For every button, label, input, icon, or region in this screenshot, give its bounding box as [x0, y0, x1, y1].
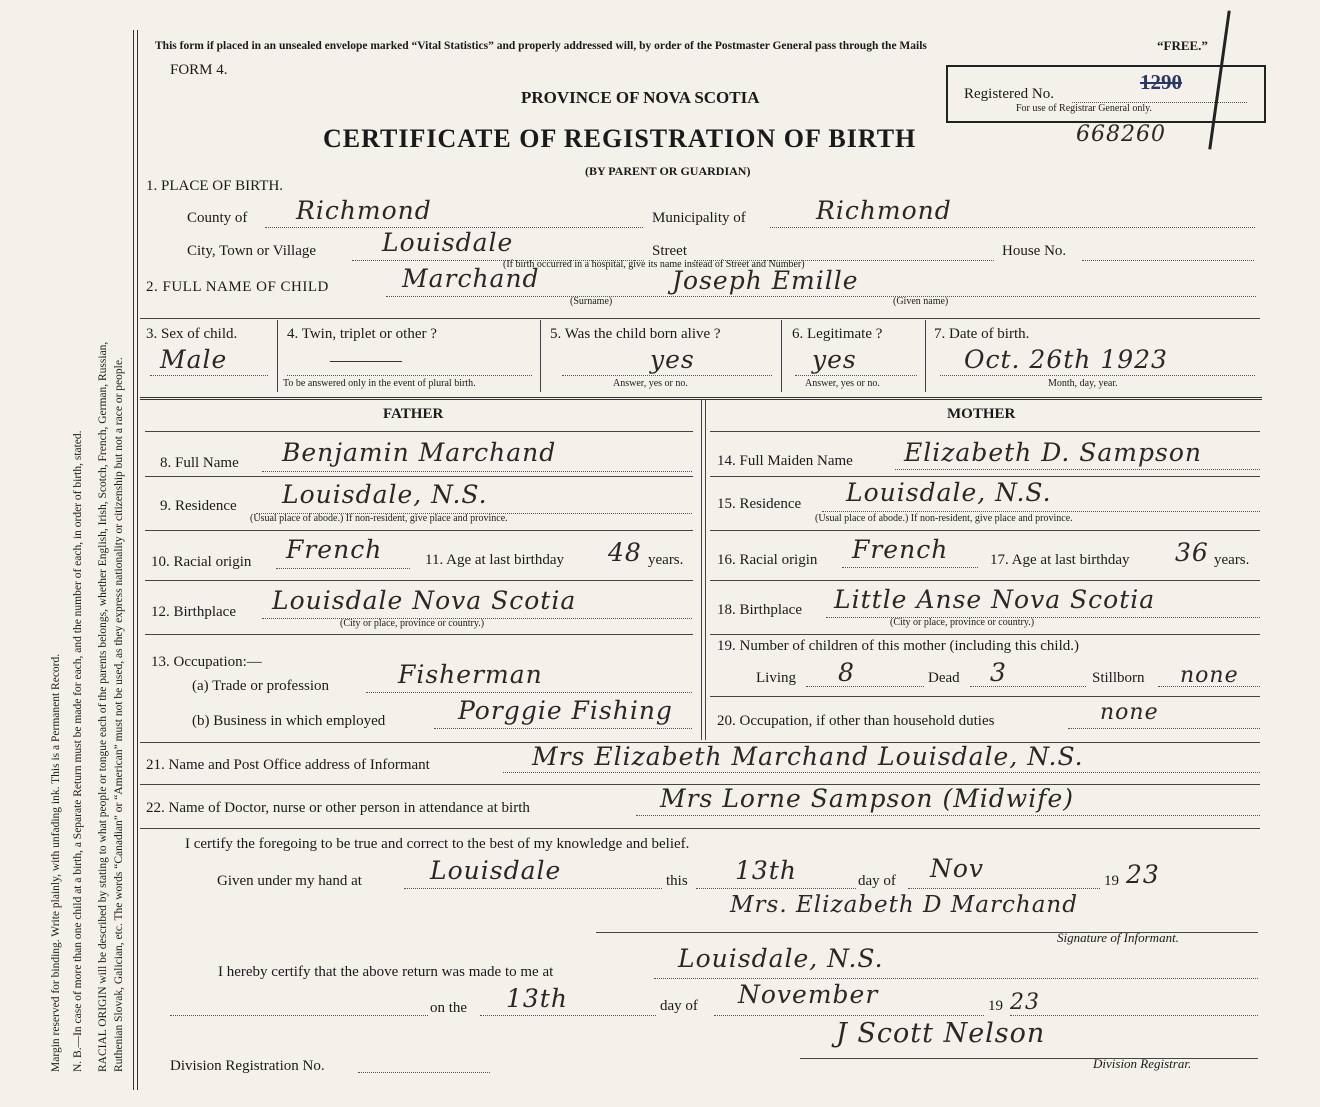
mother-occ-line — [1068, 728, 1260, 729]
occupation-label: 13. Occupation:— — [151, 654, 262, 670]
stillborn-line — [1158, 686, 1260, 687]
rule-top-boxes — [140, 318, 1260, 319]
dob-label: 7. Date of birth. — [934, 326, 1030, 342]
mother-occupation-label: 20. Occupation, if other than household duties — [717, 713, 995, 729]
living-line — [806, 686, 924, 687]
div-registrar-caption: Division Registrar. — [1093, 1056, 1192, 1071]
father-years: years. — [648, 552, 684, 568]
mother-head-rule — [710, 431, 1260, 432]
sex-line — [150, 375, 268, 376]
sex-label: 3. Sex of child. — [146, 326, 238, 342]
county-label: County of — [187, 210, 248, 226]
legit-value: yes — [812, 345, 857, 374]
return-place-line — [654, 978, 1258, 979]
dead-label: Dead — [928, 670, 960, 686]
child-name-line — [386, 296, 1256, 297]
mother-rule-1 — [710, 476, 1260, 477]
binding-rule — [133, 30, 134, 1090]
given-day-line — [696, 888, 856, 889]
parents-divider-2 — [705, 400, 706, 740]
twin-line — [287, 375, 532, 376]
given-place-line — [404, 888, 662, 889]
side-note-3: RACIAL ORIGIN will be described by stating to what people or tongue each of the parents belongs, whether English, Irish, Scotch, French, German, Russian, — [97, 341, 109, 1072]
mother-name: Elizabeth D. Sampson — [904, 438, 1202, 467]
mother-birthplace-label: 18. Birthplace — [717, 602, 802, 618]
business-line — [434, 728, 692, 729]
city-value: Louisdale — [382, 228, 514, 257]
father-rule-4 — [145, 634, 693, 635]
mother-heading: MOTHER — [947, 406, 1016, 422]
child-name-label: 2. FULL NAME OF CHILD — [146, 279, 329, 295]
surname-caption: (Surname) — [570, 296, 613, 307]
form-number: FORM 4. — [170, 62, 228, 78]
father-residence: Louisdale, N.S. — [282, 480, 488, 509]
binding-rule-2 — [137, 30, 138, 1090]
given-caption: (Given name) — [893, 296, 949, 307]
alive-label: 5. Was the child born alive ? — [550, 326, 721, 342]
given-year: 23 — [1126, 860, 1160, 889]
municipality-value: Richmond — [816, 196, 952, 225]
child-given-name: Joseph Emille — [672, 266, 859, 295]
box-divider-1 — [277, 320, 278, 392]
dob-note: Month, day, year. — [1048, 378, 1118, 389]
alive-note: Answer, yes or no. — [613, 378, 688, 389]
mother-age: 36 — [1175, 538, 1209, 567]
side-note-2: N. B.—In case of more than one child at a birth, a Separate Return must be made for each, and the number of each, in order of birth, stated. — [72, 430, 84, 1072]
registered-value: 1290 — [1140, 70, 1182, 94]
city-label: City, Town or Village — [187, 243, 317, 259]
return-day: 13th — [506, 984, 568, 1013]
handwritten-number: 668260 — [1076, 122, 1166, 147]
return-day-line — [480, 1015, 656, 1016]
living-value: 8 — [838, 658, 855, 687]
stillborn-label: Stillborn — [1092, 670, 1145, 686]
twin-note: To be answered only in the event of plural birth. — [283, 378, 476, 389]
sex-value: Male — [160, 345, 228, 374]
side-note-1: Margin reserved for binding. Write plainly, with unfading ink. This is a Permanent Record. — [50, 653, 62, 1072]
page-title: CERTIFICATE OF REGISTRATION OF BIRTH — [323, 124, 917, 153]
mother-occupation: none — [1100, 700, 1159, 725]
informant-signature: Mrs. Elizabeth D Marchand — [730, 892, 1078, 918]
alive-line — [562, 375, 772, 376]
informant-value: Mrs Elizabeth Marchand Louisdale, N.S. — [532, 742, 1084, 771]
county-value: Richmond — [296, 196, 432, 225]
father-race-line — [276, 568, 410, 569]
doctor-label: 22. Name of Doctor, nurse or other person in attendance at birth — [146, 800, 530, 816]
return-month: November — [738, 980, 879, 1009]
div-reg-label: Division Registration No. — [170, 1058, 325, 1074]
return-year: 23 — [1010, 990, 1040, 1015]
twin-value: ———— — [330, 350, 402, 370]
on-the-line-left — [170, 1015, 428, 1016]
municipality-line — [770, 227, 1255, 228]
alive-value: yes — [650, 345, 695, 374]
mother-residence: Louisdale, N.S. — [846, 478, 1052, 507]
mother-rule-3 — [710, 580, 1260, 581]
given-month-line — [908, 888, 1100, 889]
mother-race-label: 16. Racial origin — [717, 552, 818, 568]
trade-value: Fisherman — [398, 660, 543, 689]
mother-race: French — [852, 535, 949, 564]
registrar-use-note: For use of Registrar General only. — [1016, 103, 1152, 114]
legit-note: Answer, yes or no. — [805, 378, 880, 389]
mother-rule-2 — [710, 530, 1260, 531]
father-heading: FATHER — [383, 406, 444, 422]
page-subtitle: (BY PARENT OR GUARDIAN) — [585, 164, 751, 178]
trade-label: (a) Trade or profession — [192, 678, 330, 694]
street-label: Street — [652, 243, 687, 259]
on-the-label: on the — [430, 1000, 468, 1016]
signature-caption: Signature of Informant. — [1057, 930, 1179, 945]
return-day-of: day of — [660, 998, 698, 1014]
doctor-line — [636, 815, 1260, 816]
living-label: Living — [756, 670, 796, 686]
trade-line — [366, 692, 692, 693]
given-day-of: day of — [858, 873, 896, 889]
side-note-4: Ruthenian Slovak, Galician, etc. The words “Canadian” or “American” must not be used, as they express nationality or citizenship but not a race or people. — [113, 357, 125, 1072]
father-age: 48 — [608, 538, 642, 567]
box-divider-4 — [925, 320, 926, 392]
given-day: 13th — [735, 856, 797, 885]
given-place: Louisdale — [430, 856, 562, 885]
father-birthplace-label: 12. Birthplace — [151, 604, 236, 620]
dob-value: Oct. 26th 1923 — [964, 345, 1168, 374]
house-line — [1082, 260, 1254, 261]
box-divider-3 — [781, 320, 782, 392]
mother-years: years. — [1214, 552, 1250, 568]
free-mark: “FREE.” — [1157, 38, 1208, 53]
dead-value: 3 — [990, 658, 1007, 687]
informant-line — [503, 772, 1260, 773]
return-year-prefix: 19 — [988, 998, 1003, 1014]
father-rule-1 — [145, 476, 693, 477]
father-race-label: 10. Racial origin — [151, 554, 252, 570]
dob-line — [940, 375, 1255, 376]
house-label: House No. — [1002, 243, 1067, 259]
given-year-prefix: 19 — [1104, 873, 1119, 889]
father-res-note: (Usual place of abode.) If non-resident, give place and province. — [250, 513, 508, 524]
mother-rule-5 — [710, 696, 1260, 697]
mother-race-line — [842, 567, 978, 568]
doctor-value: Mrs Lorne Sampson (Midwife) — [660, 784, 1074, 813]
twin-label: 4. Twin, triplet or other ? — [287, 326, 437, 342]
business-value: Porggie Fishing — [458, 696, 673, 725]
mother-bp-note: (City or place, province or country.) — [890, 617, 1035, 628]
child-surname: Marchand — [402, 264, 540, 293]
municipality-label: Municipality of — [652, 210, 746, 226]
mother-birthplace: Little Anse Nova Scotia — [834, 585, 1156, 614]
return-month-line — [714, 1015, 984, 1016]
cert-top-rule — [140, 828, 1260, 829]
return-place: Louisdale, N.S. — [678, 944, 884, 973]
informant-label: 21. Name and Post Office address of Informant — [146, 757, 430, 773]
father-name: Benjamin Marchand — [282, 438, 557, 467]
father-race: French — [286, 535, 383, 564]
legit-label: 6. Legitimate ? — [792, 326, 883, 342]
father-residence-label: 9. Residence — [160, 498, 237, 514]
business-label: (b) Business in which employed — [192, 713, 386, 729]
province-heading: PROVINCE OF NOVA SCOTIA — [521, 88, 760, 107]
father-birthplace: Louisdale Nova Scotia — [272, 586, 577, 615]
father-head-rule — [145, 431, 693, 432]
this-label: this — [666, 873, 688, 889]
mail-notice: This form if placed in an unsealed envelope marked “Vital Statistics” and properly addressed will, by order of the Postmaster General pass through the Mails — [155, 40, 927, 52]
mother-name-label: 14. Full Maiden Name — [717, 453, 853, 469]
father-age-label: 11. Age at last birthday — [425, 552, 564, 568]
dead-line — [970, 686, 1086, 687]
mother-rule-4 — [710, 634, 1260, 635]
father-rule-2 — [145, 530, 693, 531]
mother-residence-label: 15. Residence — [717, 496, 802, 512]
return-label: I hereby certify that the above return was made to me at — [218, 964, 554, 980]
mother-age-label: 17. Age at last birthday — [990, 552, 1130, 568]
stillborn-value: none — [1180, 663, 1239, 688]
father-name-label: 8. Full Name — [160, 455, 239, 471]
hospital-note: (If birth occurred in a hospital, give its name instead of Street and Number) — [503, 259, 805, 270]
mother-res-note: (Usual place of abode.) If non-resident, give place and province. — [815, 513, 1073, 524]
box-divider-2 — [540, 320, 541, 392]
father-rule-3 — [145, 580, 693, 581]
registrar-signature: J Scott Nelson — [836, 1018, 1046, 1049]
mother-res-line — [822, 511, 1260, 512]
return-year-line — [1010, 1015, 1258, 1016]
registered-label: Registered No. — [964, 86, 1054, 102]
father-name-line — [262, 471, 692, 472]
legit-line — [795, 375, 917, 376]
father-bp-note: (City or place, province or country.) — [340, 618, 485, 629]
certify-text: I certify the foregoing to be true and correct to the best of my knowledge and belief. — [185, 836, 690, 852]
parents-divider — [701, 400, 702, 740]
div-reg-line — [358, 1072, 490, 1073]
given-month: Nov — [930, 854, 985, 883]
given-label: Given under my hand at — [217, 873, 362, 889]
place-heading: 1. PLACE OF BIRTH. — [146, 178, 284, 194]
mother-name-line — [895, 469, 1260, 470]
children-label: 19. Number of children of this mother (including this child.) — [717, 638, 1080, 654]
